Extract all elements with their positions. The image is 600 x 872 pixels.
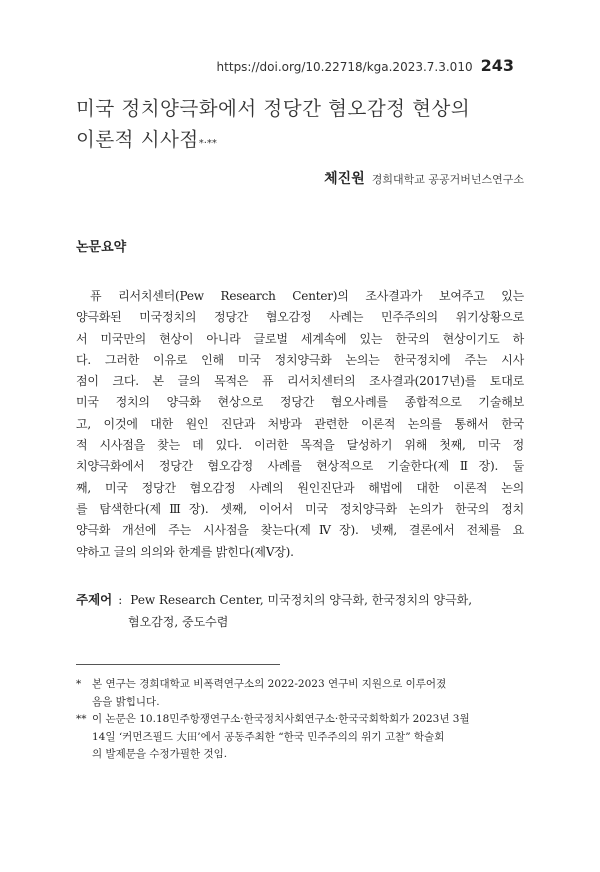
page-number: 243 — [480, 56, 514, 75]
keywords-block — [76, 589, 536, 633]
keywords-label: 주제어 — [76, 592, 113, 607]
footnote-line: 본 연구는 경희대학교 비폭력연구소의 2022-2023 연구비 지원으로 이루어졌 — [92, 678, 447, 690]
footnote-mark: * — [76, 678, 82, 690]
footnote-mark: ** — [76, 713, 87, 725]
footnote-divider — [76, 664, 280, 665]
author-block — [324, 168, 524, 188]
footnotes — [76, 676, 536, 764]
footnote-1 — [76, 676, 536, 711]
abstract-line: 퓨 리서치센터(Pew Research Center)의 조사결과가 보여주고 있는 — [90, 289, 524, 303]
footnote-text — [92, 711, 536, 764]
abstract-line: 째, 미국 정당간 혐오감정 사례의 원인진단과 해법에 대한 이론적 논의 — [76, 480, 524, 495]
abstract-line: 적 시사점을 찾는 데 있다. 이러한 목적을 달성하기 위해 첫째, 미국 정 — [76, 438, 524, 453]
abstract-line: 고, 이것에 대한 원인 진단과 처방과 관련한 이론적 논의를 통해서 한국 — [76, 416, 524, 431]
doi-link[interactable]: https://doi.org/10.22718/kga.2023.7.3.010 — [216, 60, 473, 74]
keywords-line-1: Pew Research Center, 미국정치의 양극화, 한국정치의 양극화, — [130, 593, 473, 607]
abstract-heading: 논문요약 — [76, 240, 127, 255]
abstract-line: 서 미국만의 현상이 아니라 글로벌 세계속에 있는 한국의 현상이기도 하 — [76, 331, 524, 346]
abstract-line: 미국 정치의 양극화 현상으로 정당간 혐오사례를 종합적으로 기술해보 — [76, 395, 524, 410]
keywords-separator: : — [118, 593, 123, 607]
keywords-line-2: 혐오감정, 중도수렴 — [128, 615, 229, 629]
title-line-2 — [76, 124, 536, 155]
author-name: 체진원 — [324, 171, 365, 187]
footnote-line: 의 발제문을 수정가필한 것임. — [92, 748, 228, 760]
footnote-2 — [76, 711, 536, 764]
footnote-line: 14일 ‘커먼즈필드 大田’에서 공동주최한 “한국 민주주의의 위기 고찰” 학술회 — [92, 730, 445, 743]
abstract-line: 약하고 글의 의의와 한계를 밝힌다(제Ⅴ장). — [76, 544, 294, 559]
footnote-line: 이 논문은 10.18민주항쟁연구소·한국정치사회연구소·한국국회학회가 2023년 3월 — [92, 713, 470, 725]
abstract-body — [76, 286, 524, 563]
paper-title — [76, 93, 536, 155]
title-footnote-marks: *·** — [198, 138, 217, 149]
abstract-line: 점이 크다. 본 글의 목적은 퓨 리서치센터의 조사결과(2017년)를 토대로 — [76, 374, 524, 389]
abstract-line: 를 탐색한다(제Ⅲ장). 셋째, 이어서 미국 정치양극화 논의가 한국의 정치 — [76, 501, 524, 516]
keywords-row-1 — [76, 589, 536, 611]
running-header — [217, 56, 514, 75]
title-line-2-text: 이론적 시사점 — [76, 128, 199, 151]
footnote-line: 음을 밝힙니다. — [92, 695, 160, 708]
footnote-text — [92, 676, 536, 711]
title-line-1: 미국 정치양극화에서 정당간 혐오감정 현상의 — [76, 97, 471, 120]
abstract-line: 양극화된 미국정치의 정당간 혐오감정 사례는 민주주의의 위기상황으로 — [76, 310, 524, 325]
abstract-line: 양극화 개선에 주는 시사점을 찾는다(제Ⅳ장). 넷째, 결론에서 전체를 요 — [76, 523, 524, 538]
abstract-line: 치양극화에서 정당간 혐오감정 사례를 현상적으로 기술한다(제Ⅱ장). 둘 — [76, 459, 524, 474]
abstract-line: 다. 그러한 이유로 인해 미국 정치양극화 논의는 한국정치에 주는 시사 — [76, 352, 524, 367]
author-affiliation: 경희대학교 공공거버넌스연구소 — [371, 173, 524, 186]
